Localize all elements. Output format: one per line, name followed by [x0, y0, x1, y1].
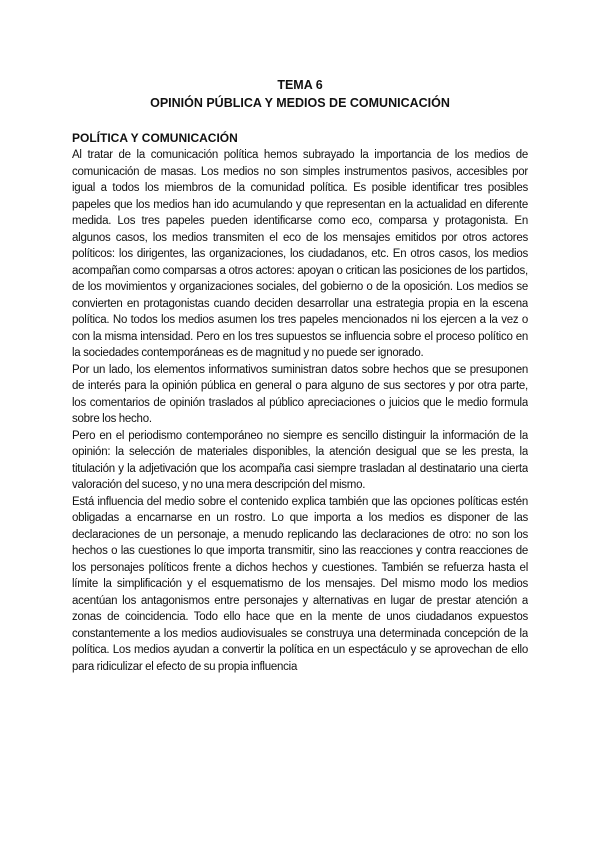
theme-number: TEMA 6 — [277, 78, 323, 92]
body-text — [72, 147, 528, 837]
section-heading: POLÍTICA Y COMUNICACIÓN — [72, 131, 238, 145]
paragraph: Al tratar de la comunicación política hemos subrayado la importancia de los medios de comunicación de masas. Los medios no son simples instrumentos pasivos, accesibles por igual a todos los miembros de la comunidad política. Es posible identificar tres posibles papeles que los medios han ido acumulando y que representan en la actualidad en diferente medida. Los tres papeles pueden identificarse como eco, comparsa y protagonista. En algunos casos, los medios transmiten el eco de los mensajes emitidos por otros actores políticos: los dirigentes, las organizaciones, los ciudadanos, etc. En otros casos, los medios acompañan como comparsas a otros actores: apoyan o critican las posiciones de los partidos, de los movimientos y organizaciones sociales, del gobierno o de la oposición. Los medios se convierten en protagonistas cuando deciden desarrollar una estrategia propia en la escena política. No todos los medios asumen los tres papeles mencionados ni los ejercen a la vez o con la misma intensidad. Pero en los tres supuestos se influencia sobre el proceso político en la sociedades contemporáneas es de magnitud y no puede ser ignorado. — [72, 149, 528, 359]
paragraph: Por un lado, los elementos informativos suministran datos sobre hechos que se presuponen de interés para la opinión pública en general o para alguno de sus sectores y por otra parte, los comentarios de opinión traslados al público apreciaciones o juicios que le medio formula sobre los hecho. — [72, 363, 528, 425]
paragraph: Pero en el periodismo contemporáneo no siempre es sencillo distinguir la información de la opinión: la selección de materiales disponibles, la atención desigual que se les presta, la titulación y la adjetivación que los acompaña casi siempre trasladan al destinatario una cierta valoración del suceso, y no una mera descripción del mismo. — [72, 429, 528, 491]
paragraph: Está influencia del medio sobre el contenido explica también que las opciones políticas estén obligadas a encarnarse en un rostro. Lo que importa a los medios es disponer de las declaraciones de un personaje, a menudo replicando las declaraciones de otro: no son los hechos o las cuestiones lo que importa transmitir, sino las reacciones y contra reacciones de los personajes políticos frente a dichos hechos y cuestiones. También se refuerza hasta el límite la simplificación y el esquematismo de los mensajes. Del mismo modo los medios acentúan los antagonismos entre personajes y alternativas en lugar de prestar atención a zonas de coincidencia. Todo ello hace que en la mente de unos ciudadanos expuestos constantemente a los medios audiovisuales se construya una determinada concepción de la política. Los medios ayudan a convertir la política en un espectáculo y se aprovechan de ello para ridiculizar el efecto de su propia influencia — [72, 495, 528, 673]
document-title: OPINIÓN PÚBLICA Y MEDIOS DE COMUNICACIÓN — [150, 96, 450, 110]
